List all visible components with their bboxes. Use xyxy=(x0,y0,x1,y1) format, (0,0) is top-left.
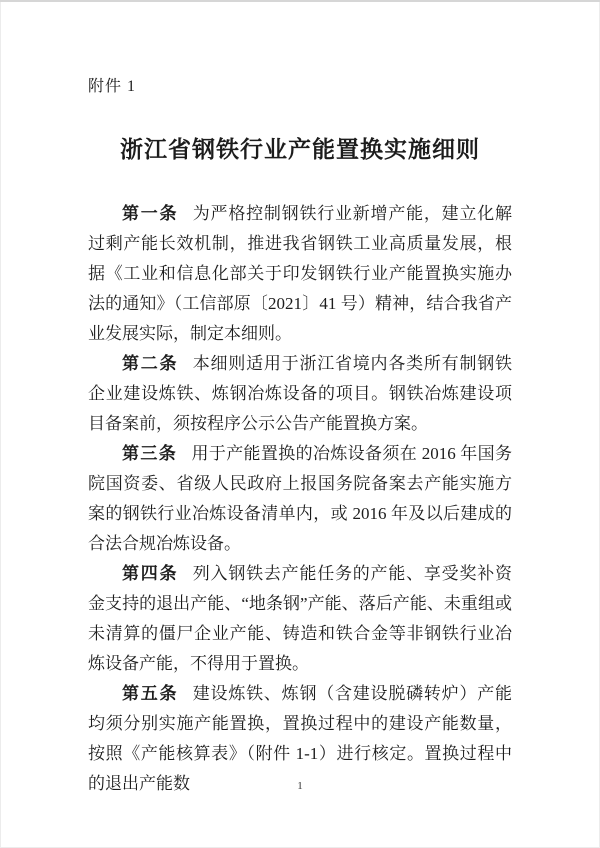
article-number: 第三条 xyxy=(122,444,178,463)
article-paragraph xyxy=(88,349,512,439)
article-text: 本细则适用于浙江省境内各类所有制钢铁企业建设炼铁、炼钢冶炼设备的项目。钢铁冶炼建设项目备案前，须按程序公示公告产能置换方案。 xyxy=(88,354,513,433)
page-number: 1 xyxy=(297,780,303,792)
article-text: 建设炼铁、炼钢（含建设脱磷转炉）产能均须分别实施产能置换，置换过程中的建设产能数量，按照《产能核算表》（附件 1-1）进行核定。置换过程中的退出产能数 xyxy=(88,684,513,793)
article-text: 列入钢铁去产能任务的产能、享受奖补资金支持的退出产能、“地条钢”产能、落后产能、未重组或未清算的僵尸企业产能、铸造和铁合金等非钢铁行业冶炼设备产能，不得用于置换。 xyxy=(88,564,513,673)
article-text: 为严格控制钢铁行业新增产能，建立化解过剩产能长效机制，推进我省钢铁工业高质量发展，根据《工业和信息化部关于印发钢铁行业产能置换实施办法的通知》（工信部原〔2021〕41 号）精神，结合我省产业发展实际，制定本细则。 xyxy=(88,204,513,343)
article-text: 用于产能置换的冶炼设备须在 2016 年国务院国资委、省级人民政府上报国务院备案去产能实施方案的钢铁行业冶炼设备清单内，或 2016 年及以后建成的合法合规冶炼设备。 xyxy=(88,444,513,553)
article-number: 第四条 xyxy=(122,564,179,583)
article-paragraph xyxy=(88,199,512,349)
article-number: 第二条 xyxy=(122,354,179,373)
document-body xyxy=(88,199,512,799)
article-paragraph xyxy=(88,439,512,559)
page-title: 浙江省钢铁行业产能置换实施细则 xyxy=(120,137,480,162)
article-paragraph xyxy=(88,559,512,679)
article-number: 第一条 xyxy=(122,204,179,223)
attachment-label: 附件 1 xyxy=(88,78,137,95)
article-number: 第五条 xyxy=(122,684,179,703)
